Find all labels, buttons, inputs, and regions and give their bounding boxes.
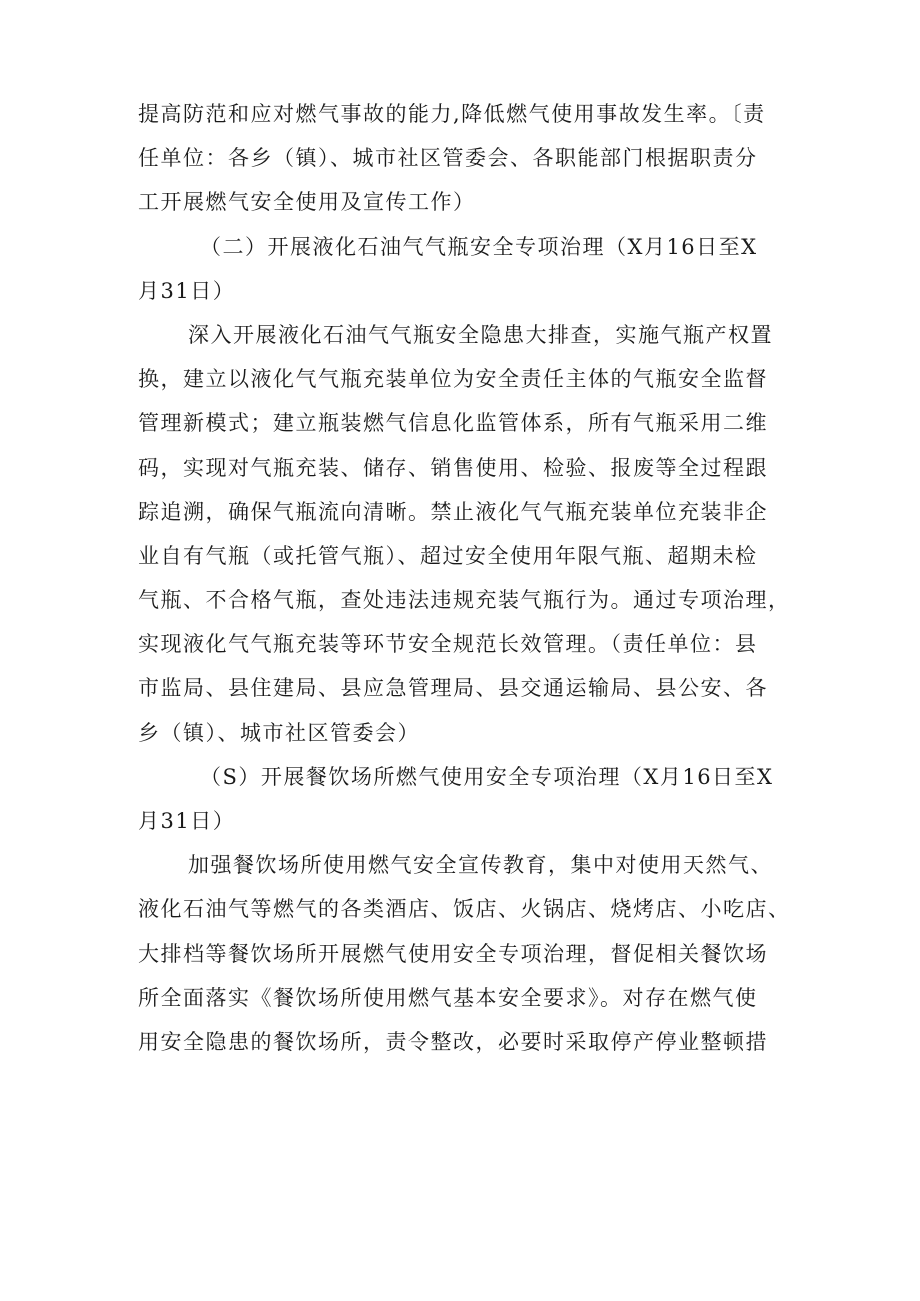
text-line: 所全面落实《餐饮场所使用燃气基本安全要求》。对存在燃气使 — [138, 985, 758, 1010]
document-page — [138, 92, 792, 1064]
section-heading-lpg-cylinder — [138, 225, 792, 313]
text-line: 市监局、县住建局、县应急管理局、县交通运输局、县公安、各 — [138, 676, 768, 701]
text-line: 液化石油气等燃气的各类酒店、饭店、火锅店、烧烤店、小吃店、 — [138, 897, 791, 922]
heading-line: 月31日） — [138, 278, 236, 303]
text-line: 工开展燃气安全使用及宣传工作） — [138, 190, 476, 215]
paragraph-responsibility-safety-use — [138, 92, 792, 225]
text-line: 用安全隐患的餐饮场所，责令整改，必要时采取停产停业整顿措 — [138, 1029, 768, 1054]
section-heading-catering-gas — [138, 755, 792, 843]
text-line: 任单位：各乡（镇）、城市社区管委会、各职能部门根据职责分 — [138, 146, 758, 171]
text-line: 业自有气瓶（或托管气瓶）、超过安全使用年限气瓶、超期未检 — [138, 543, 758, 568]
text-line: 气瓶、不合格气瓶，查处违法违规充装气瓶行为。通过专项治理， — [138, 588, 791, 613]
text-line: 大排档等餐饮场所开展燃气使用安全专项治理，督促相关餐饮场 — [138, 941, 768, 966]
text-line: 管理新模式；建立瓶装燃气信息化监管体系，所有气瓶采用二维 — [138, 411, 768, 436]
text-line: 踪追溯，确保气瓶流向清晰。禁止液化气气瓶充装单位充装非企 — [138, 499, 768, 524]
text-line: 提高防范和应对燃气事故的能力,降低燃气使用事故发生率。〔责 — [138, 102, 766, 126]
heading-line: 月31日） — [138, 809, 236, 833]
text-line: 乡（镇）、城市社区管委会） — [138, 720, 420, 745]
text-line: 实现液化气气瓶充装等环节安全规范长效管理。（责任单位：县 — [138, 632, 758, 657]
text-line: 换，建立以液化气气瓶充装单位为安全责任主体的气瓶安全监督 — [138, 367, 768, 392]
paragraph-lpg-cylinder-governance — [138, 313, 792, 755]
heading-line: （S）开展餐饮场所燃气使用安全专项治理（X月16日至X — [200, 764, 774, 789]
text-line: 加强餐饮场所使用燃气安全宣传教育，集中对使用天然气、 — [188, 853, 773, 878]
paragraph-catering-gas-governance — [138, 843, 792, 1064]
text-line: 深入开展液化石油气气瓶安全隐患大排查，实施气瓶产权置 — [188, 322, 773, 347]
text-line: 码，实现对气瓶充装、储存、销售使用、检验、报废等全过程跟 — [138, 455, 768, 480]
heading-line: （二）开展液化石油气气瓶安全专项治理（X月16日至X — [200, 234, 758, 259]
